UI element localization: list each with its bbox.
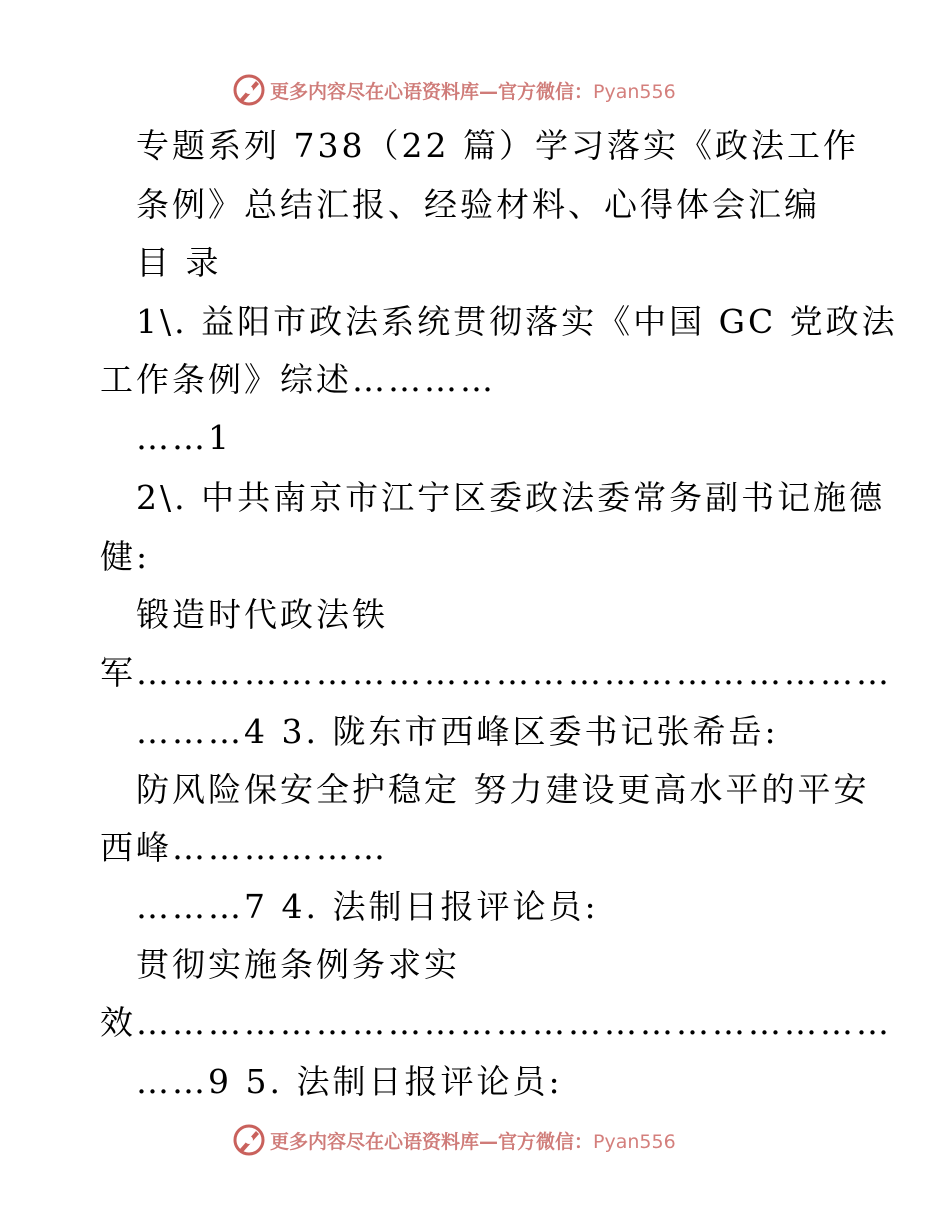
toc-line: ………7 4. 法制日报评论员: <box>136 887 599 926</box>
toc-line: 效……………………………………………………… <box>100 1003 892 1042</box>
watermark-wechat-id: Pyan556 <box>593 1130 676 1153</box>
watermark-text <box>270 77 676 104</box>
watermark-brand: 更多内容尽在心语资料库—官方微信： <box>270 1130 594 1153</box>
watermark-wechat-id: Pyan556 <box>593 80 676 103</box>
watermark-footer <box>232 1120 676 1160</box>
pen-logo-icon <box>232 73 266 107</box>
toc-line: 健: <box>100 537 151 576</box>
toc-line: ……1 <box>136 418 232 457</box>
title-line-1: 专题系列 738（22 篇）学习落实《政法工作 <box>136 126 859 165</box>
toc-line: 工作条例》综述………… <box>100 360 496 399</box>
toc-line: 军……………………………………………………… <box>100 653 892 692</box>
toc-heading: 目 录 <box>136 243 222 282</box>
toc-line: 西峰……………… <box>100 828 388 867</box>
toc-line: 贯彻实施条例务求实 <box>136 945 460 984</box>
watermark-brand: 更多内容尽在心语资料库—官方微信： <box>270 80 594 103</box>
watermark-header <box>232 70 676 110</box>
watermark-text <box>270 1127 676 1154</box>
toc-line: 2\. 中共南京市江宁区委政法委常务副书记施德 <box>136 478 886 517</box>
title-line-2: 条例》总结汇报、经验材料、心得体会汇编 <box>136 185 820 224</box>
pen-logo-icon <box>232 1123 266 1157</box>
toc-line: ……9 5. 法制日报评论员: <box>136 1062 563 1101</box>
toc-line: 防风险保安全护稳定 努力建设更高水平的平安 <box>136 770 870 809</box>
toc-line: 1\. 益阳市政法系统贯彻落实《中国 GC 党政法 <box>136 302 898 341</box>
toc-line: 锻造时代政法铁 <box>136 595 388 634</box>
toc-line: ………4 3. 陇东市西峰区委书记张希岳: <box>136 712 779 751</box>
